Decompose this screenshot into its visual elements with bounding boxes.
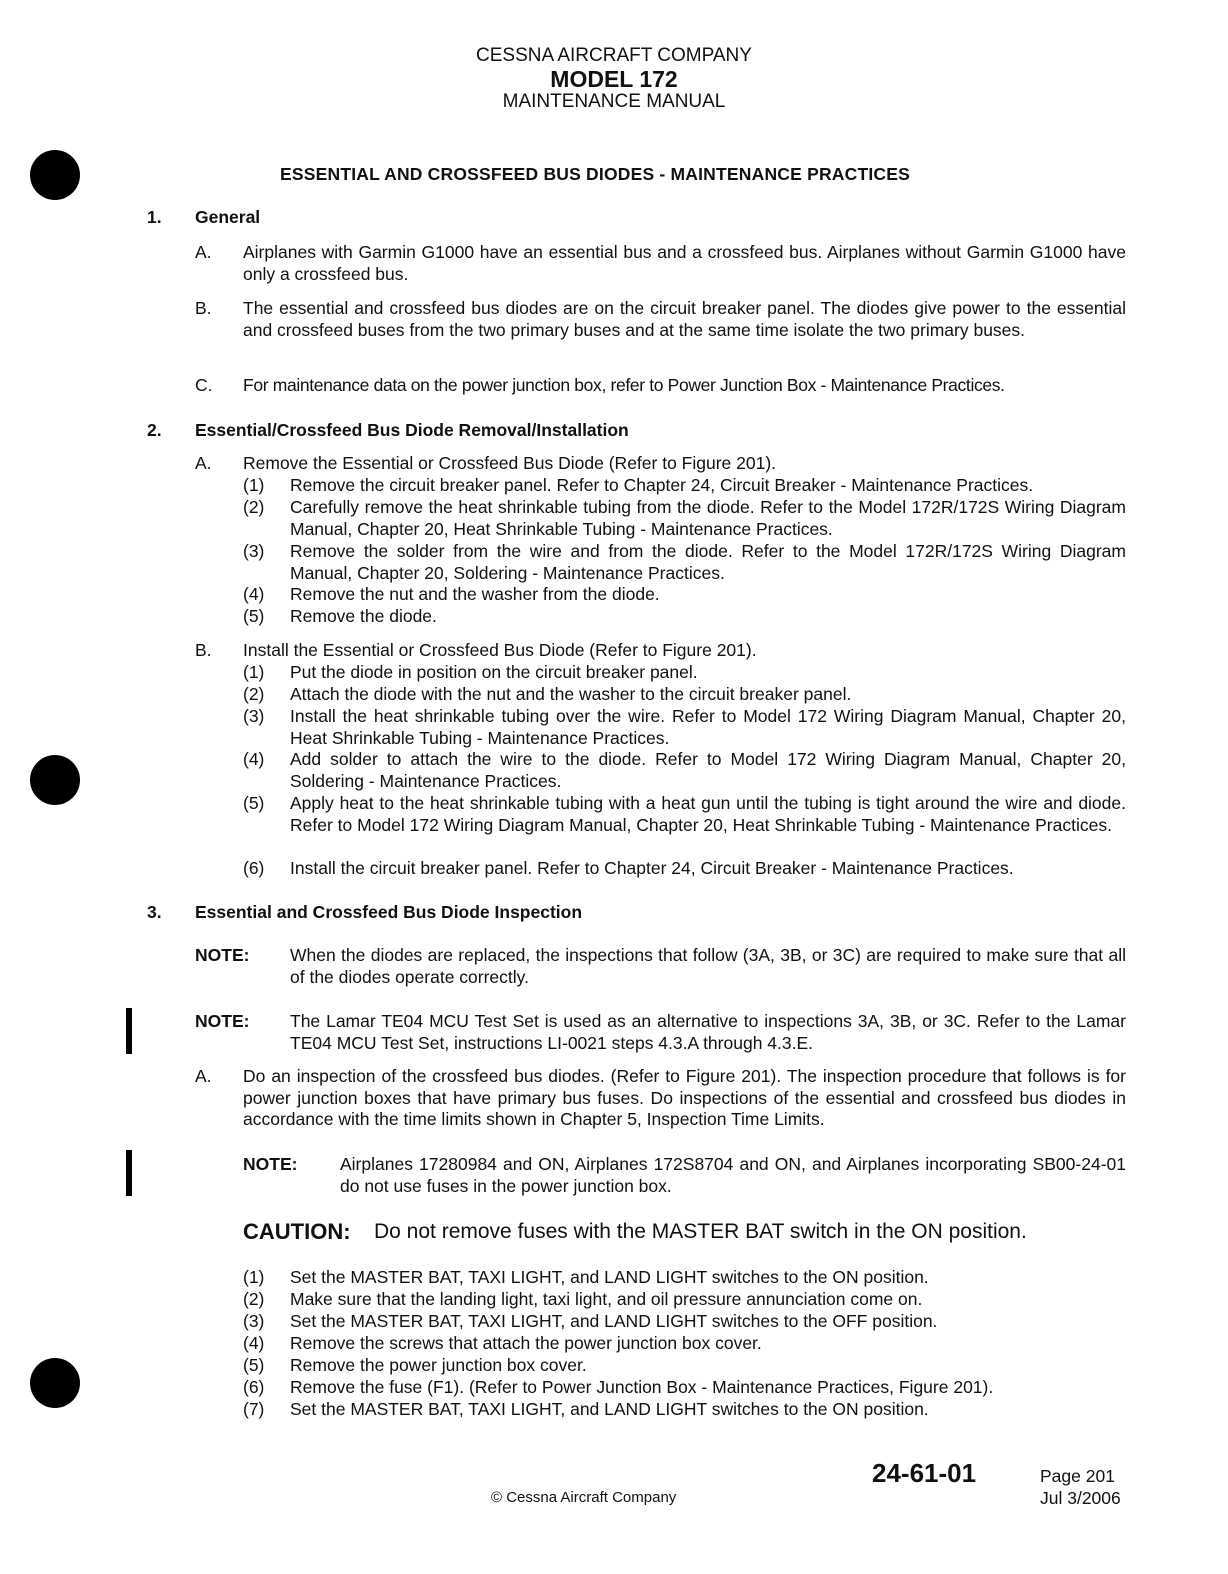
paragraph: The essential and crossfeed bus diodes are on the circuit breaker panel. The diodes give power to the essential and crossfeed buses from the two primary buses and at the same time isolate the two primary buses. <box>243 298 1126 340</box>
step-text: Remove the fuse (F1). (Refer to Power Junction Box - Maintenance Practices, Figure 201). <box>290 1377 994 1397</box>
chapter-section-code: 24-61-01 <box>872 1458 977 1488</box>
step-number: (5) <box>243 606 265 626</box>
item-label: C. <box>195 375 213 395</box>
step-text: Set the MASTER BAT, TAXI LIGHT, and LAND LIGHT switches to the ON position. <box>290 1267 929 1287</box>
caution-text: Do not remove fuses with the MASTER BAT switch in the ON position. <box>374 1220 1027 1243</box>
section-number: 2. <box>147 420 162 440</box>
paragraph: For maintenance data on the power junction box, refer to Power Junction Box - Maintenance Practices. <box>243 375 1005 395</box>
step-text: Add solder to attach the wire to the diode. Refer to Model 172 Wiring Diagram Manual, Chapter 20, Soldering - Maintenance Practices. <box>290 749 1126 791</box>
step-number: (4) <box>243 749 265 769</box>
page-title: ESSENTIAL AND CROSSFEED BUS DIODES - MAINTENANCE PRACTICES <box>280 164 910 184</box>
step-number: (2) <box>243 497 265 517</box>
company-name: CESSNA AIRCRAFT COMPANY <box>476 45 752 66</box>
section-heading: General <box>195 207 261 227</box>
model-name: MODEL 172 <box>550 66 678 92</box>
page-number: Page 201 <box>1040 1466 1115 1486</box>
page-info <box>1040 1465 1121 1509</box>
step-number: (5) <box>243 1355 265 1375</box>
step-text: Set the MASTER BAT, TAXI LIGHT, and LAND LIGHT switches to the ON position. <box>290 1399 929 1419</box>
step-text: Apply heat to the heat shrinkable tubing with a heat gun until the tubing is tight around the wire and diode. Refer to Model 172 Wiring Diagram Manual, Chapter 20, Heat Shrinkable Tubing - Maintenance Practices. <box>290 793 1126 835</box>
note-text: When the diodes are replaced, the inspections that follow (3A, 3B, or 3C) are required to make sure that all of the diodes operate correctly. <box>290 945 1126 987</box>
step-number: (2) <box>243 1289 265 1309</box>
step-number: (3) <box>243 706 265 726</box>
step-number: (1) <box>243 475 265 495</box>
section-number: 3. <box>147 902 162 922</box>
step-text: Remove the circuit breaker panel. Refer to Chapter 24, Circuit Breaker - Maintenance Practices. <box>290 475 1034 495</box>
step-text: Make sure that the landing light, taxi light, and oil pressure annunciation come on. <box>290 1289 923 1309</box>
item-label: B. <box>195 298 212 318</box>
punch-hole <box>30 1358 80 1408</box>
paragraph: Airplanes with Garmin G1000 have an essential bus and a crossfeed bus. Airplanes without Garmin G1000 have only a crossfeed bus. <box>243 242 1126 284</box>
item-label: A. <box>195 1066 212 1086</box>
manual-name: MAINTENANCE MANUAL <box>502 91 726 112</box>
step-text: Remove the solder from the wire and from the diode. Refer to the Model 172R/172S Wiring Diagram Manual, Chapter 20, Soldering - Maintenance Practices. <box>290 541 1126 583</box>
step-number: (1) <box>243 1267 265 1287</box>
revision-bar <box>126 1150 132 1196</box>
step-text: Carefully remove the heat shrinkable tubing from the diode. Refer to the Model 172R/172S Wiring Diagram Manual, Chapter 20, Heat Shrinkable Tubing - Maintenance Practices. <box>290 497 1126 539</box>
step-number: (3) <box>243 1311 265 1331</box>
section-heading: Essential and Crossfeed Bus Diode Inspection <box>195 902 583 922</box>
step-number: (4) <box>243 584 265 604</box>
step-text: Attach the diode with the nut and the washer to the circuit breaker panel. <box>290 684 852 704</box>
step-text: Remove the nut and the washer from the diode. <box>290 584 660 604</box>
note-label: NOTE: <box>195 945 250 965</box>
paragraph: Install the Essential or Crossfeed Bus Diode (Refer to Figure 201). <box>243 640 757 660</box>
step-text: Set the MASTER BAT, TAXI LIGHT, and LAND LIGHT switches to the OFF position. <box>290 1311 938 1331</box>
revision-date: Jul 3/2006 <box>1040 1488 1121 1508</box>
step-number: (3) <box>243 541 265 561</box>
step-number: (4) <box>243 1333 265 1353</box>
caution-label: CAUTION: <box>243 1219 351 1244</box>
section-number: 1. <box>147 207 162 227</box>
punch-hole <box>30 755 80 805</box>
paragraph: Do an inspection of the crossfeed bus diodes. (Refer to Figure 201). The inspection procedure that follows is for power junction boxes that have primary bus fuses. Do inspections of the essential and crossfeed bus diodes in accordance with the time limits shown in Chapter 5, Inspection Time Limits. <box>243 1066 1126 1130</box>
note-label: NOTE: <box>243 1154 298 1174</box>
step-text: Put the diode in position on the circuit breaker panel. <box>290 662 698 682</box>
paragraph: Remove the Essential or Crossfeed Bus Diode (Refer to Figure 201). <box>243 453 777 473</box>
note-text: The Lamar TE04 MCU Test Set is used as an alternative to inspections 3A, 3B, or 3C. Refer to the Lamar TE04 MCU Test Set, instructions LI-0021 steps 4.3.A through 4.3.E. <box>290 1011 1126 1053</box>
step-number: (7) <box>243 1399 265 1419</box>
step-text: Remove the diode. <box>290 606 437 626</box>
step-text: Remove the power junction box cover. <box>290 1355 587 1375</box>
copyright: © Cessna Aircraft Company <box>491 1489 677 1506</box>
note-label: NOTE: <box>195 1011 250 1031</box>
step-text: Remove the screws that attach the power junction box cover. <box>290 1333 762 1353</box>
step-text: Install the heat shrinkable tubing over the wire. Refer to Model 172 Wiring Diagram Manual, Chapter 20, Heat Shrinkable Tubing - Maintenance Practices. <box>290 706 1126 748</box>
punch-hole <box>30 150 80 200</box>
item-label: A. <box>195 242 212 262</box>
step-number: (6) <box>243 858 265 878</box>
section-heading: Essential/Crossfeed Bus Diode Removal/Installation <box>195 420 629 440</box>
item-label: B. <box>195 640 212 660</box>
item-label: A. <box>195 453 212 473</box>
step-number: (5) <box>243 793 265 813</box>
step-number: (6) <box>243 1377 265 1397</box>
step-number: (1) <box>243 662 265 682</box>
page-header <box>0 45 1228 113</box>
step-number: (2) <box>243 684 265 704</box>
step-text: Install the circuit breaker panel. Refer to Chapter 24, Circuit Breaker - Maintenance Practices. <box>290 858 1014 878</box>
revision-bar <box>126 1008 132 1054</box>
note-text: Airplanes 17280984 and ON, Airplanes 172S8704 and ON, and Airplanes incorporating SB00-24-01 do not use fuses in the power junction box. <box>340 1154 1126 1196</box>
